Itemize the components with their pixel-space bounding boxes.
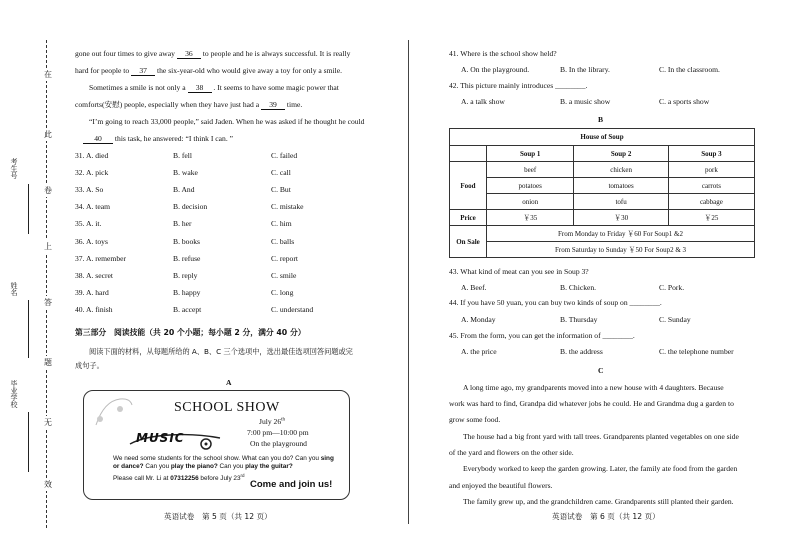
page-footer-left: 英语试卷 第 5 页（共 12 页） — [164, 512, 272, 521]
cloze-option-n: 40. A. finish — [75, 304, 113, 314]
q43-option-c: C. Pork. — [659, 283, 685, 292]
show-text-line: We need some students for the school show. What can you do? Can you sing — [113, 455, 334, 462]
passage-line: “I’m going to reach 33,000 people,” said Jaden. When he was asked if he thought he could — [89, 117, 365, 126]
passage-line: gone out four times to give away 36 to people and he is always successful. It is really — [75, 49, 351, 58]
q42-option-b: B. a music show — [560, 97, 611, 106]
cloze-option-b: B. reply — [173, 270, 198, 280]
cloze-option-b: B. decision — [173, 202, 208, 212]
section-title: 第三部分 阅读技能（共 20 个小题；每小题 2 分，满分 40 分） — [75, 328, 306, 337]
margin-char: 无 — [44, 418, 52, 427]
passage-label-a: A — [226, 378, 232, 387]
cloze-option-c: C. balls — [271, 236, 295, 246]
price-cell: ￥35 — [487, 210, 574, 226]
sale-label: On Sale — [450, 226, 487, 258]
cloze-option-c: C. him — [271, 219, 292, 229]
binding-margin — [0, 0, 62, 560]
table-title: House of Soup — [450, 129, 755, 146]
q45-option-b: B. the address — [560, 347, 603, 356]
passage-c-line: The house had a big front yard with tall trees. Grandparents planted vegetables on one side — [463, 432, 739, 441]
q42-option-c: C. a sports show — [659, 97, 710, 106]
price-label: Price — [450, 210, 487, 226]
q41-option-c: C. In the classroom. — [659, 65, 720, 74]
cloze-option-c: C. understand — [271, 304, 314, 314]
table-cell: onion — [487, 194, 574, 210]
table-corner — [450, 146, 487, 162]
page-divider — [408, 40, 409, 524]
show-title: SCHOOL SHOW — [174, 400, 280, 415]
show-date: July 26th — [259, 417, 286, 426]
instruction: 成句子。 — [75, 361, 104, 370]
blank-40: 40 — [83, 134, 113, 144]
passage-c-line: Everybody worked to keep the garden growing. Later, the family ate food from the garden — [463, 464, 738, 473]
food-label: Food — [450, 162, 487, 210]
show-time: 7:00 pm—10:00 pm — [247, 428, 309, 437]
table-cell: pork — [668, 162, 754, 178]
cloze-option-c: C. smile — [271, 270, 297, 280]
blank-39: 39 — [261, 100, 285, 110]
table-cell: chicken — [574, 162, 668, 178]
cloze-option-c: C. mistake — [271, 202, 304, 212]
label-school: 毕业学校 — [10, 380, 18, 408]
q43-option-a: A. Beef. — [461, 283, 487, 292]
soup-table — [449, 128, 755, 258]
cloze-option-n: 32. A. pick — [75, 168, 109, 178]
cloze-option-c: C. call — [271, 168, 291, 178]
cloze-option-b: B. wake — [173, 168, 198, 178]
margin-char: 上 — [44, 242, 52, 251]
passage-line: 40 this task, he answered: “I think I can. ” — [75, 134, 233, 144]
margin-char: 效 — [44, 480, 52, 489]
q41-option-b: B. In the library. — [560, 65, 610, 74]
margin-char: 在 — [44, 70, 52, 79]
question-41: 41. Where is the school show held? — [449, 49, 557, 58]
blank-38: 38 — [188, 83, 212, 93]
blank-37: 37 — [131, 66, 155, 76]
cloze-option-c: C. But — [271, 185, 291, 195]
show-text-line: Please call Mr. Li at 07312256 before July 23rd — [113, 473, 245, 483]
margin-char: 题 — [44, 358, 52, 367]
passage-line: Sometimes a smile is not only a 38 . It seems to have some magic power that — [89, 83, 339, 92]
margin-char: 卷 — [44, 186, 52, 195]
school-line — [28, 412, 29, 472]
label-exam-number: 考生号 — [10, 158, 18, 179]
exam-number-line — [28, 184, 29, 234]
cloze-option-c: C. long — [271, 287, 294, 297]
binding-dashed-line — [46, 40, 47, 528]
margin-char: 此 — [44, 130, 52, 139]
cloze-option-n: 31. A. died — [75, 151, 109, 160]
cloze-option-n: 38. A. secret — [75, 270, 113, 280]
q43-option-b: B. Chicken. — [560, 283, 597, 292]
table-header: Soup 1 — [487, 146, 574, 162]
cloze-option-n: 35. A. it. — [75, 219, 102, 229]
table-cell: tofu — [574, 194, 668, 210]
table-cell: tomatoes — [574, 178, 668, 194]
q45-option-a: A. the price — [461, 347, 497, 356]
cloze-option-b: B. accept — [173, 304, 202, 314]
question-45: 45. From the form, you can get the information of ________. — [449, 331, 635, 340]
cloze-option-c: C. failed — [271, 151, 298, 160]
q44-option-c: C. Sunday — [659, 315, 691, 324]
q44-option-b: B. Thursday — [560, 315, 598, 324]
cloze-option-b: B. And — [173, 185, 195, 195]
sale-cell: From Saturday to Sunday ￥50 For Soup2 & 3 — [487, 242, 755, 258]
cloze-option-b: B. her — [173, 219, 192, 229]
show-text-line: or dance? Can you play the piano? Can you play the guitar? — [113, 463, 293, 470]
table-header: Soup 2 — [574, 146, 668, 162]
show-place: On the playground — [250, 439, 307, 448]
passage-c-line: and enjoyed the beautiful flowers. — [449, 481, 553, 490]
cloze-option-n: 37. A. remember — [75, 253, 127, 263]
music-word: MUSIC — [136, 431, 185, 445]
table-cell: potatoes — [487, 178, 574, 194]
cloze-option-n: 36. A. toys — [75, 236, 108, 246]
passage-c-line: work was hard to find, Grandpa did whatever jobs he could. He and Grandma dug a garden to — [449, 399, 734, 408]
table-cell: carrots — [668, 178, 754, 194]
cloze-option-n: 39. A. hard — [75, 287, 109, 297]
table-cell: beef — [487, 162, 574, 178]
table-cell: cabbage — [668, 194, 754, 210]
cloze-option-n: 34. A. team — [75, 202, 111, 212]
instruction: 阅读下面的材料，从每题所给的 A、B、C 三个选项中，选出最佳选项回答问题或完 — [89, 347, 353, 356]
sale-cell: From Monday to Friday ￥60 For Soup1 &2 — [487, 226, 755, 242]
passage-label-b: B — [598, 115, 604, 124]
table-header: Soup 3 — [668, 146, 754, 162]
show-join: Come and join us! — [250, 479, 333, 490]
label-name: 姓名 — [10, 282, 18, 296]
question-43: 43. What kind of meat can you see in Soup 3? — [449, 267, 589, 276]
blank-36: 36 — [177, 49, 201, 59]
cloze-option-b: B. books — [173, 236, 201, 246]
margin-char: 答 — [44, 298, 52, 307]
q45-option-c: C. the telephone number — [659, 347, 734, 356]
passage-label-c: C — [598, 366, 604, 375]
page-footer-right: 英语试卷 第 6 页（共 12 页） — [552, 512, 660, 521]
school-show-poster — [83, 390, 350, 500]
q42-option-a: A. a talk show — [461, 97, 505, 106]
passage-c-line: grow some food. — [449, 415, 501, 424]
name-line — [28, 300, 29, 358]
passage-line: comforts(安慰) people, especially when they have just had a 39 time. — [75, 100, 303, 109]
cloze-option-c: C. report — [271, 253, 298, 263]
passage-c-line: of the yard and flowers on the other side. — [449, 448, 574, 457]
q41-option-a: A. On the playground. — [461, 65, 530, 74]
passage-c-line: The family grew up, and the grandchildren came. Grandparents still planted their garden. — [463, 497, 734, 506]
cloze-option-b: B. happy — [173, 287, 201, 297]
cloze-option-b: B. fell — [173, 151, 192, 160]
passage-c-line: A long time ago, my grandparents moved into a new house with 4 daughters. Because — [463, 383, 724, 392]
passage-line: hard for people to 37 the six-year-old who would give away a toy for only a smile. — [75, 66, 343, 75]
price-cell: ￥25 — [668, 210, 754, 226]
q44-option-a: A. Monday — [461, 315, 496, 324]
cloze-option-n: 33. A. So — [75, 185, 104, 195]
question-42: 42. This picture mainly introduces ________. — [449, 81, 588, 90]
cloze-option-b: B. refuse — [173, 253, 201, 263]
price-cell: ￥30 — [574, 210, 668, 226]
question-44: 44. If you have 50 yuan, you can buy two kinds of soup on ________. — [449, 298, 662, 307]
notes-decoration-icon — [90, 395, 136, 429]
